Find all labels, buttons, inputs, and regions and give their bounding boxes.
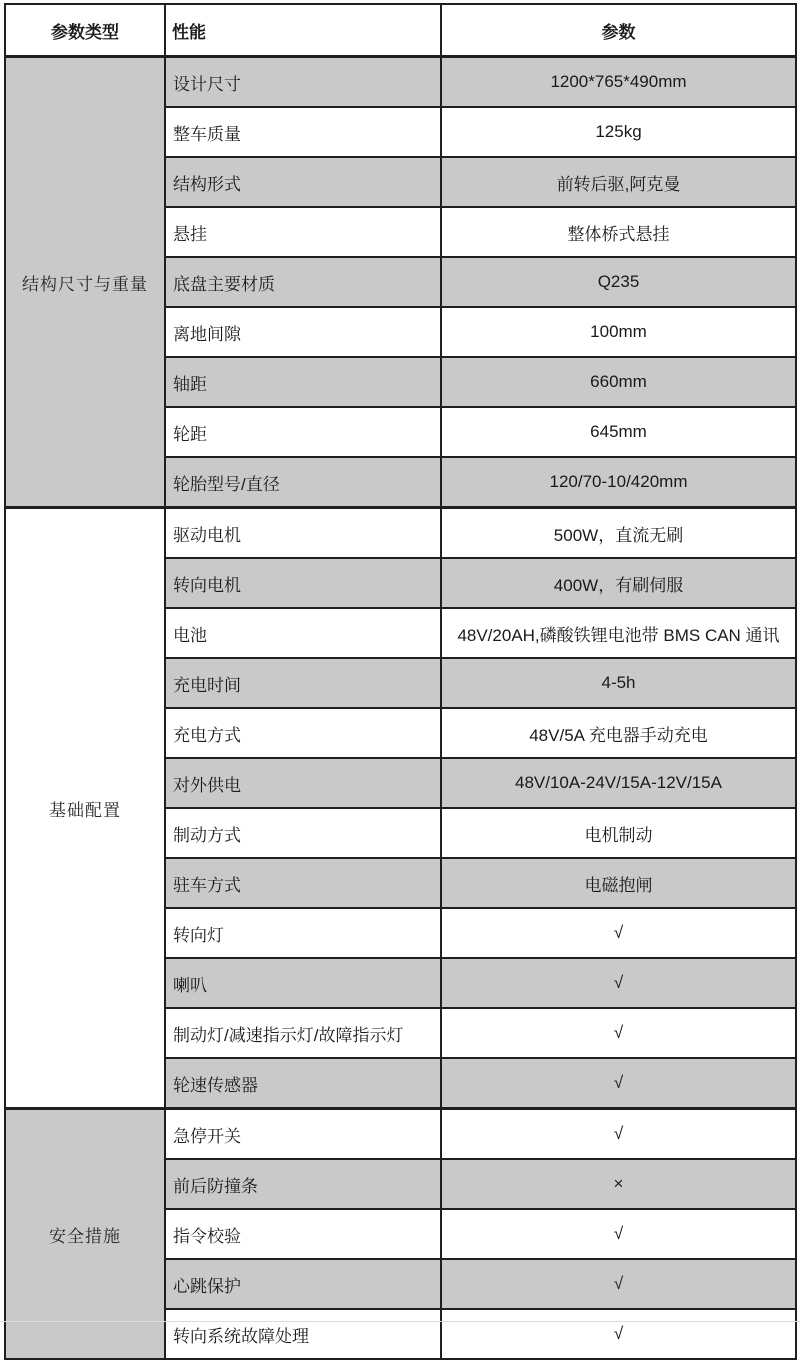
spec-value: √ <box>441 1309 796 1359</box>
spec-label: 对外供电 <box>165 758 441 808</box>
category-cell-basic-config: 基础配置 <box>5 508 165 1109</box>
spec-label: 转向系统故障处理 <box>165 1309 441 1359</box>
spec-value: √ <box>441 958 796 1008</box>
spec-value: 电磁抱闸 <box>441 858 796 908</box>
spec-value: 1200*765*490mm <box>441 57 796 108</box>
spec-label: 喇叭 <box>165 958 441 1008</box>
spec-value: 48V/10A-24V/15A-12V/15A <box>441 758 796 808</box>
spec-value: 660mm <box>441 357 796 407</box>
table-row <box>5 1109 796 1160</box>
spec-label: 轮速传感器 <box>165 1058 441 1109</box>
spec-value: √ <box>441 1209 796 1259</box>
spec-value: 前转后驱,阿克曼 <box>441 157 796 207</box>
spec-value: 100mm <box>441 307 796 357</box>
spec-label: 轮胎型号/直径 <box>165 457 441 508</box>
spec-value: 48V/20AH,磷酸铁锂电池带 BMS CAN 通讯 <box>441 608 796 658</box>
spec-label: 底盘主要材质 <box>165 257 441 307</box>
spec-label: 轴距 <box>165 357 441 407</box>
spec-value: 125kg <box>441 107 796 157</box>
header-cell-performance: 性能 <box>165 4 441 57</box>
spec-label: 电池 <box>165 608 441 658</box>
spec-label: 转向电机 <box>165 558 441 608</box>
spec-label: 前后防撞条 <box>165 1159 441 1209</box>
spec-value: 整体桥式悬挂 <box>441 207 796 257</box>
spec-label: 悬挂 <box>165 207 441 257</box>
category-cell-safety: 安全措施 <box>5 1109 165 1360</box>
spec-label: 充电时间 <box>165 658 441 708</box>
spec-label: 指令校验 <box>165 1209 441 1259</box>
spec-table <box>4 3 797 1360</box>
spec-value: 电机制动 <box>441 808 796 858</box>
spec-label: 整车质量 <box>165 107 441 157</box>
spec-value: √ <box>441 1109 796 1160</box>
spec-value: √ <box>441 1058 796 1109</box>
table-row <box>5 508 796 559</box>
page-bottom-edge <box>0 1321 800 1322</box>
spec-label: 轮距 <box>165 407 441 457</box>
spec-label: 设计尺寸 <box>165 57 441 108</box>
spec-label: 充电方式 <box>165 708 441 758</box>
spec-label: 驻车方式 <box>165 858 441 908</box>
header-row <box>5 4 796 57</box>
header-cell-parameter: 参数 <box>441 4 796 57</box>
spec-label: 离地间隙 <box>165 307 441 357</box>
spec-label: 心跳保护 <box>165 1259 441 1309</box>
spec-label: 结构形式 <box>165 157 441 207</box>
spec-value: Q235 <box>441 257 796 307</box>
spec-label: 制动方式 <box>165 808 441 858</box>
spec-value: √ <box>441 1008 796 1058</box>
spec-value: 400W，有刷伺服 <box>441 558 796 608</box>
spec-value: × <box>441 1159 796 1209</box>
spec-value: √ <box>441 908 796 958</box>
spec-label: 转向灯 <box>165 908 441 958</box>
spec-label: 制动灯/减速指示灯/故障指示灯 <box>165 1008 441 1058</box>
category-cell-structure: 结构尺寸与重量 <box>5 57 165 508</box>
table-row <box>5 57 796 108</box>
spec-value: √ <box>441 1259 796 1309</box>
header-cell-category: 参数类型 <box>5 4 165 57</box>
spec-value: 48V/5A 充电器手动充电 <box>441 708 796 758</box>
spec-label: 驱动电机 <box>165 508 441 559</box>
spec-label: 急停开关 <box>165 1109 441 1160</box>
spec-value: 4-5h <box>441 658 796 708</box>
spec-value: 120/70-10/420mm <box>441 457 796 508</box>
spec-value: 645mm <box>441 407 796 457</box>
spec-value: 500W，直流无刷 <box>441 508 796 559</box>
